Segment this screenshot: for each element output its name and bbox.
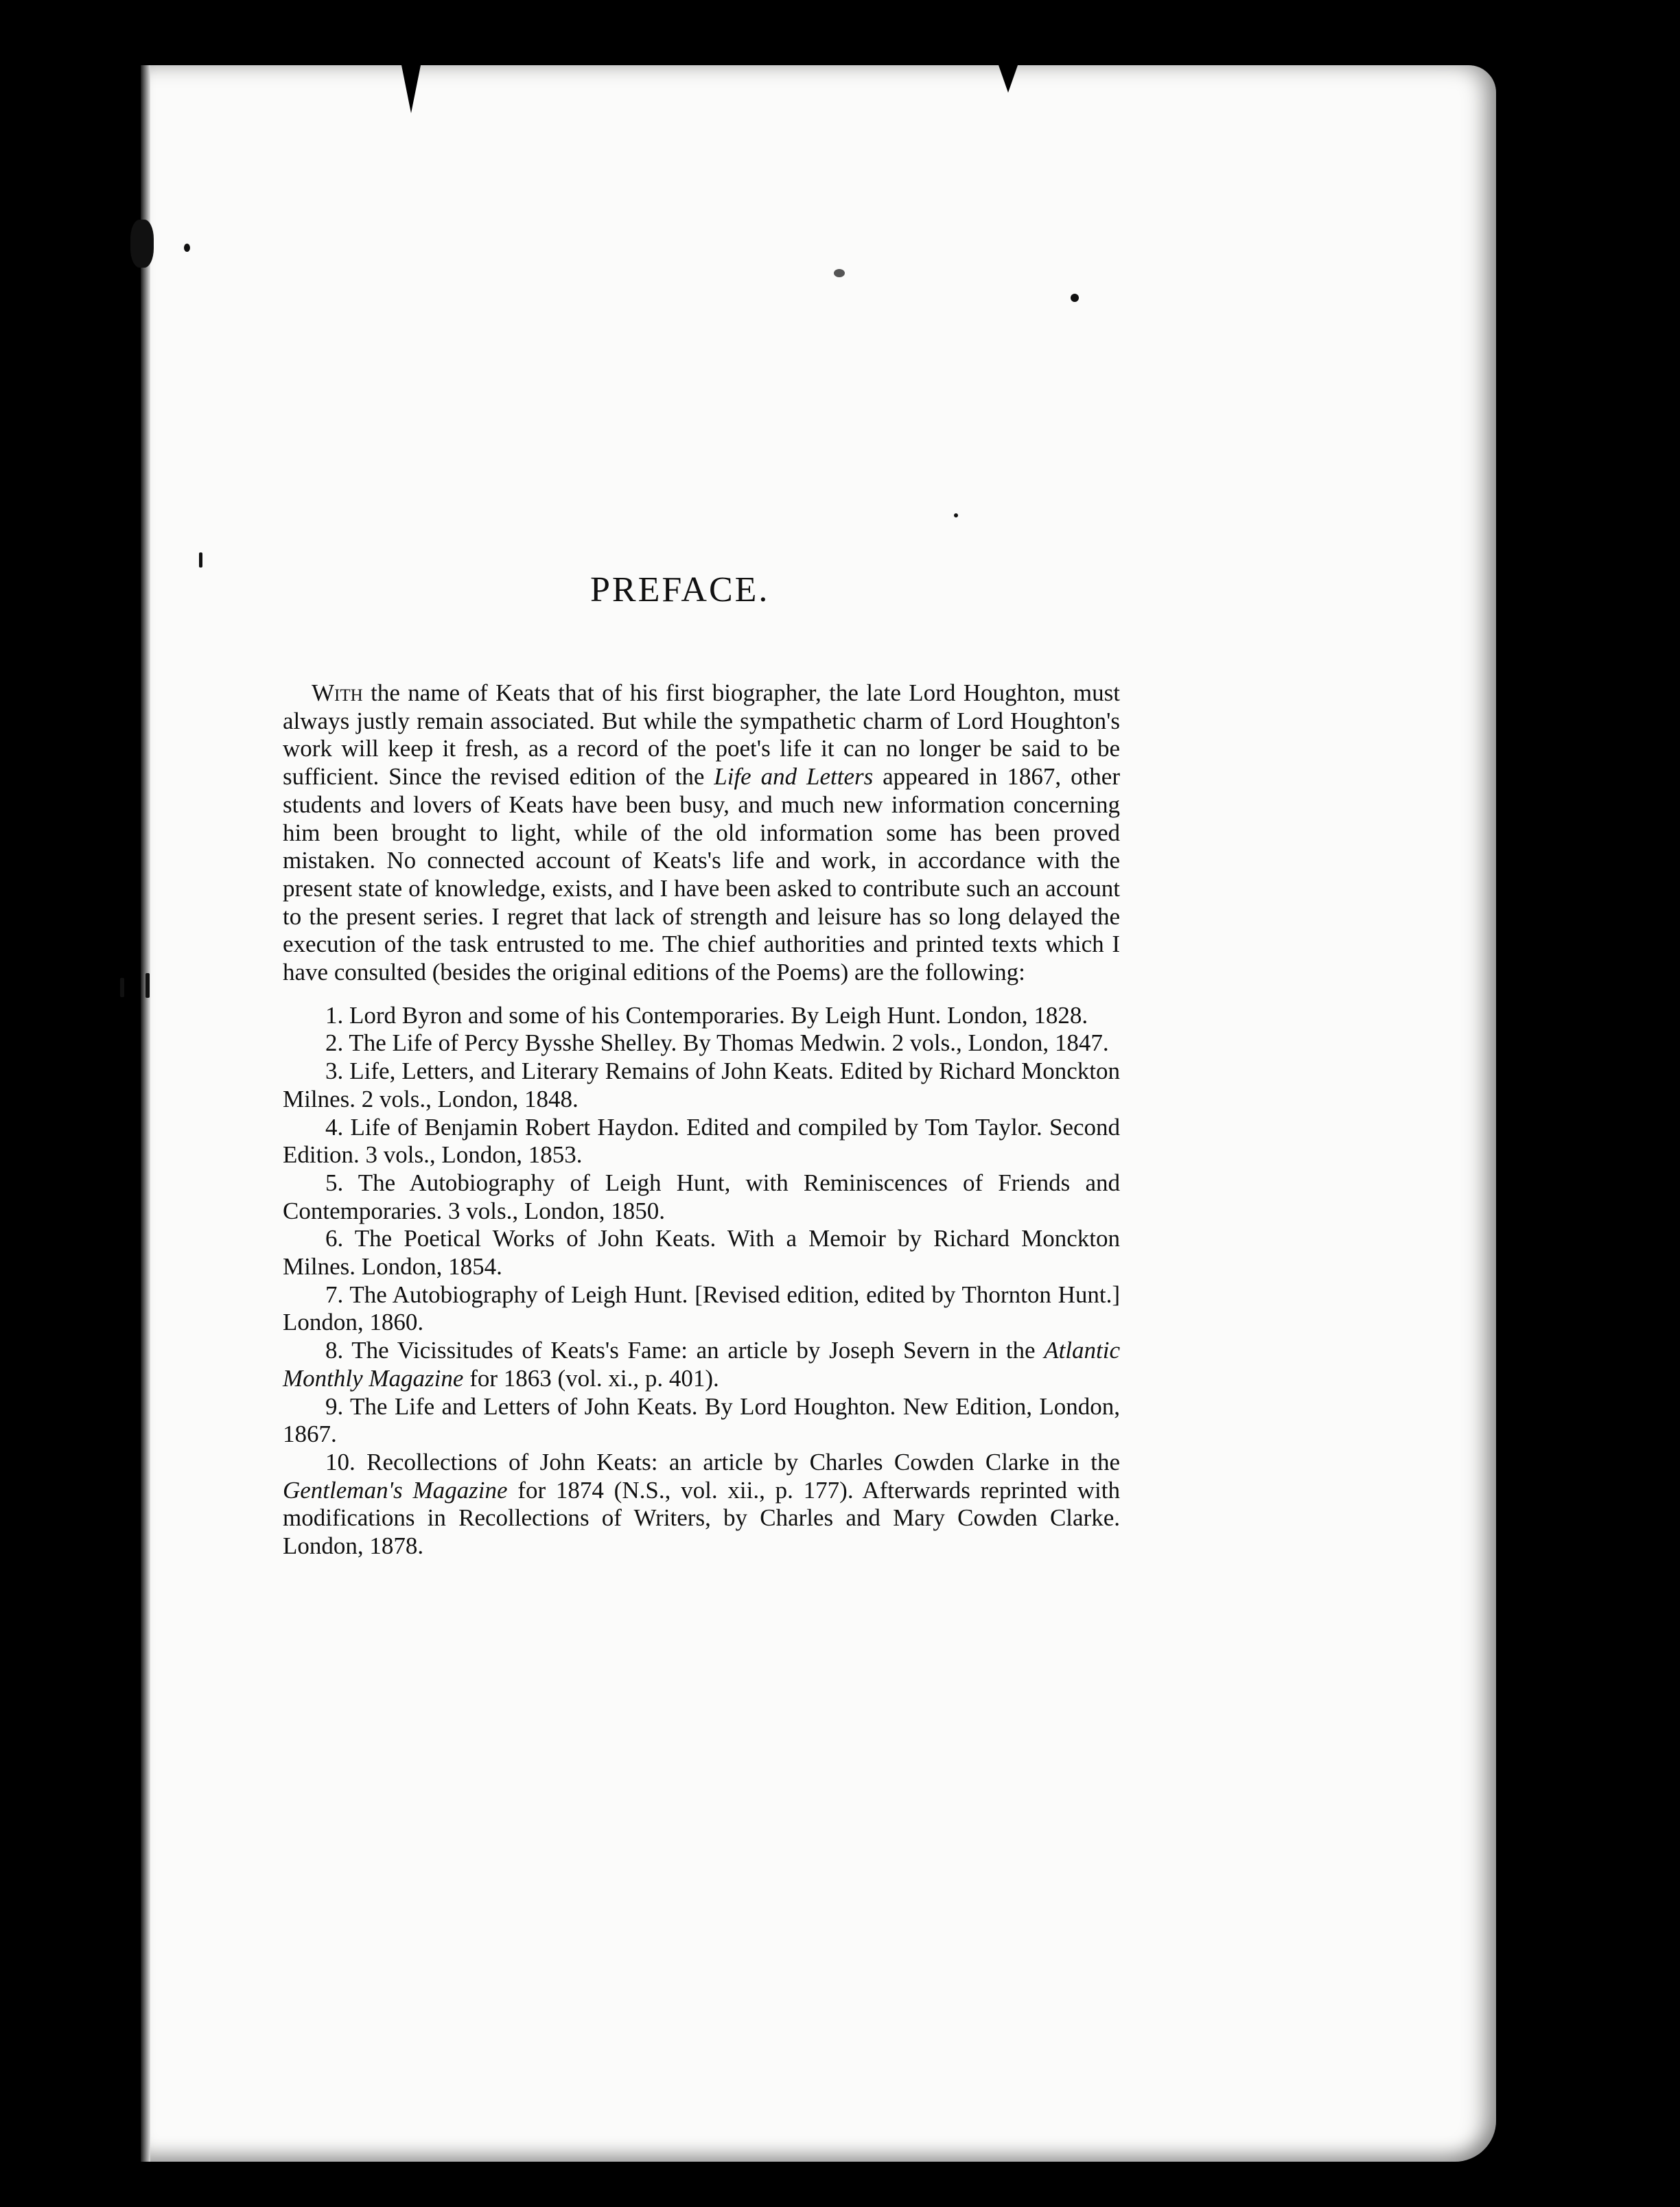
page-title: PREFACE.: [590, 570, 770, 609]
reference-text: for 1863 (vol. xi., p. 401).: [463, 1364, 719, 1392]
reference-italic-title: Gentleman's Magazine: [283, 1476, 508, 1504]
reference-item: [283, 1449, 1120, 1561]
intro-text-part-2: appeared in 1867, other students and lovers of Keats have been busy, and much new information concerning him been brought to light, while of the old information some has been proved mistaken. No connected account of Keats's life and work, in accordance with the present state of knowledge, exists, and I have been asked to contribute such an account to the present series. I regret that lack of strength and leisure has so long delayed the execution of the task entrusted to me. The chief authorities and printed texts which I have consulted (besides the original editions of the Poems) are the following:: [283, 763, 1120, 986]
ink-speck: [145, 973, 150, 998]
page-tear-mark: [999, 65, 1018, 93]
ink-speck: [199, 552, 202, 568]
reference-item: 4. Life of Benjamin Robert Haydon. Edited and compiled by Tom Taylor. Second Edition. 3 vols., London, 1853.: [283, 1113, 1120, 1169]
ink-speck: [120, 978, 124, 997]
ink-speck: [1071, 294, 1079, 302]
ink-blot: [130, 220, 154, 268]
reference-text: for 1874 (N.S., vol. xii., p. 177). Afterwards reprinted with modifications in Recollections of Writers, by Charles and Mary Cowden Clarke. London, 1878.: [283, 1476, 1120, 1560]
page-tear-mark: [401, 65, 421, 113]
intro-paragraph: [283, 679, 1120, 987]
reference-item: 5. The Autobiography of Leigh Hunt, with Reminiscences of Friends and Contemporaries. 3 vols., London, 1850.: [283, 1169, 1120, 1224]
preface-body: [283, 679, 1120, 1561]
reference-item: 6. The Poetical Works of John Keats. With a Memoir by Richard Monckton Milnes. London, 1854.: [283, 1225, 1120, 1281]
reference-item: [283, 1337, 1120, 1392]
reference-italic-title: Atlantic Monthly Magazine: [283, 1337, 1120, 1392]
lead-word: With: [312, 679, 363, 706]
reference-text: 10. Recollections of John Keats: an article by Charles Cowden Clarke in the: [325, 1448, 1120, 1475]
ink-speck: [954, 513, 958, 517]
ink-speck: [184, 244, 190, 252]
reference-item: 1. Lord Byron and some of his Contemporaries. By Leigh Hunt. London, 1828.: [325, 1001, 1088, 1029]
reference-item: 7. The Autobiography of Leigh Hunt. [Revised edition, edited by Thornton Hunt.] London, 1860.: [283, 1281, 1120, 1336]
intro-italic-title: Life and Letters: [714, 763, 874, 791]
reference-item: 2. The Life of Percy Bysshe Shelley. By Thomas Medwin. 2 vols., London, 1847.: [325, 1029, 1109, 1057]
ink-speck: [834, 269, 845, 277]
reference-text: 8. The Vicissitudes of Keats's Fame: an article by Joseph Severn in the: [325, 1337, 1045, 1364]
reference-list: [283, 1002, 1120, 1561]
reference-item: 9. The Life and Letters of John Keats. By Lord Houghton. New Edition, London, 1867.: [283, 1392, 1120, 1448]
reference-item: 3. Life, Letters, and Literary Remains of John Keats. Edited by Richard Monckton Milnes. 2 vols., London, 1848.: [283, 1058, 1120, 1112]
intro-text-part-1: the name of Keats that of his first biographer, the late Lord Houghton, must always justly remain associated. But while the sympathetic charm of Lord Houghton's work will keep it fresh, as a record of the poet's life it can no longer be said to be sufficient. Since the revised edition of the: [283, 679, 1120, 791]
page-left-edge: [141, 65, 150, 2162]
